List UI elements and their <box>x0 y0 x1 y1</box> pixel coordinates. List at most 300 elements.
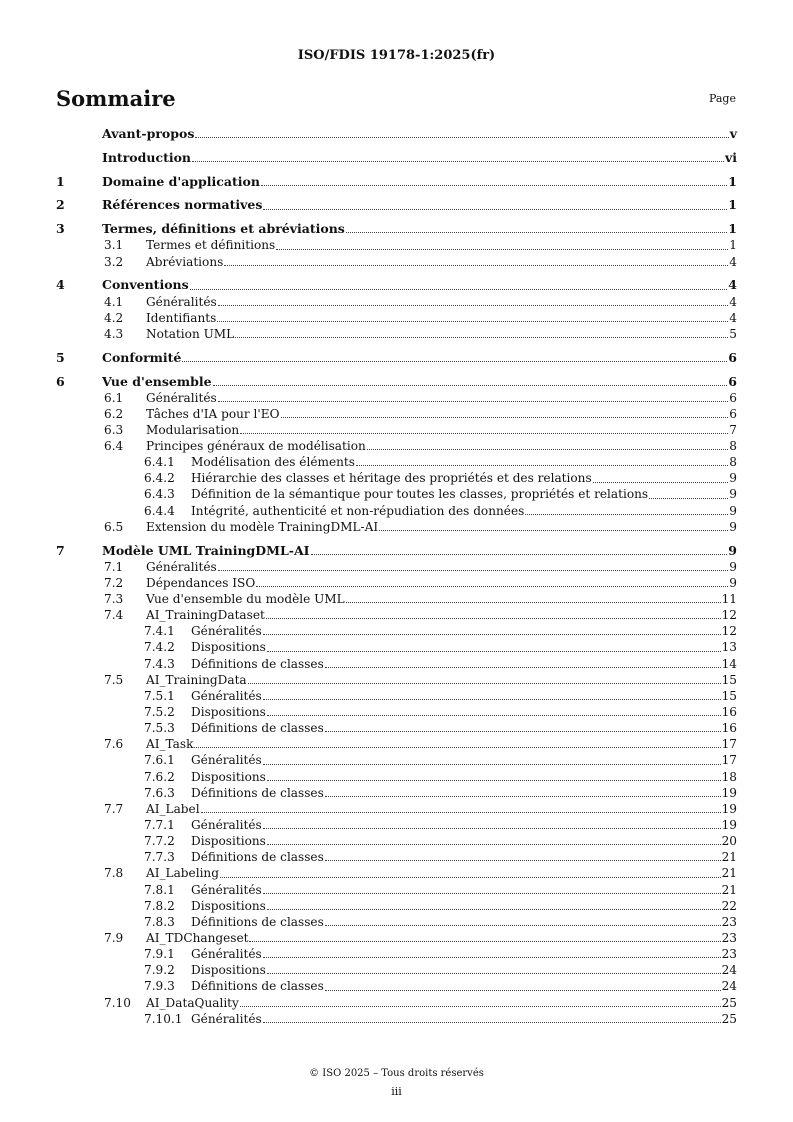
dot-leader <box>379 519 728 531</box>
toc-entry[interactable] <box>56 174 737 190</box>
toc-entry-line <box>191 833 737 849</box>
toc-entry-page: 4 <box>729 294 737 309</box>
toc-entry-line <box>146 607 737 623</box>
dot-leader <box>213 374 728 386</box>
toc-entry[interactable] <box>56 503 737 519</box>
toc-entry-number: 7.5.3 <box>144 721 175 736</box>
toc-entry-label: Définitions de classes <box>191 914 324 929</box>
toc-entry-page: 6 <box>729 390 737 405</box>
toc-entry-label: AI_DataQuality <box>146 995 239 1010</box>
toc-entry-number: 7.4.1 <box>144 624 175 639</box>
toc-entry-label: Termes et définitions <box>146 238 276 253</box>
toc-entry-line <box>191 454 737 470</box>
toc-entry-page: 19 <box>721 785 737 800</box>
toc-entry-number: 4 <box>56 277 65 293</box>
toc-entry-line <box>102 350 737 366</box>
toc-entry[interactable] <box>56 470 737 486</box>
page-column-label: Page <box>708 92 736 105</box>
toc-entry[interactable] <box>56 197 737 213</box>
toc-entry-number: 6.3 <box>104 422 124 437</box>
toc-entry-line <box>146 575 737 591</box>
toc-entry-page: 23 <box>721 947 737 962</box>
toc-entry-line <box>191 752 737 768</box>
toc-entry-label: Généralités <box>191 624 262 639</box>
toc-entry[interactable] <box>56 543 737 559</box>
toc-entry-number: 6.4.3 <box>144 487 175 502</box>
toc-entry-line <box>191 688 737 704</box>
toc-entry-page: 13 <box>721 640 737 655</box>
toc-entry[interactable] <box>56 801 737 817</box>
toc-entry-number: 5 <box>56 349 65 365</box>
toc-entry-line <box>191 817 737 833</box>
toc-entry-number: 6.4.2 <box>144 471 175 486</box>
toc-entry-page: 23 <box>721 930 737 945</box>
toc-entry[interactable] <box>56 688 737 704</box>
dot-leader <box>267 833 721 845</box>
toc-entry-page: 16 <box>721 705 737 719</box>
dot-leader <box>263 623 721 635</box>
toc-entry-line <box>146 519 737 535</box>
toc-entry-line <box>191 623 737 639</box>
toc-entry[interactable] <box>56 237 737 253</box>
toc-entry-label: Dispositions <box>191 705 266 719</box>
toc-entry[interactable] <box>56 962 737 978</box>
toc-entry[interactable] <box>56 639 737 655</box>
toc-entry-number: 7.10 <box>104 995 131 1010</box>
toc-entry-label: Vue d'ensemble du modèle UML <box>146 592 345 607</box>
toc-entry-label: Généralités <box>191 753 262 768</box>
toc-entry-page: 20 <box>721 834 737 849</box>
toc-entry-page: 24 <box>721 979 737 994</box>
toc-entry-number: 4.2 <box>104 310 124 325</box>
toc-entry-number: 6.4.4 <box>144 503 175 518</box>
toc-entry-line <box>102 126 737 142</box>
toc-entry-number: 7.6.3 <box>144 785 175 800</box>
toc-entry[interactable] <box>56 486 737 502</box>
dot-leader <box>325 914 721 926</box>
toc-entry[interactable] <box>56 769 737 785</box>
toc-entry-label: Modularisation <box>146 422 240 437</box>
toc-entry[interactable] <box>56 736 737 752</box>
toc-entry-number: 7.7.1 <box>144 817 175 832</box>
dot-leader <box>224 254 728 266</box>
toc-entry-number: 6.5 <box>104 519 124 534</box>
toc-entry-label: Définitions de classes <box>191 979 324 994</box>
toc-entry-page: 11 <box>721 592 737 607</box>
toc-entry-number: 2 <box>56 197 65 213</box>
dot-leader <box>256 575 728 587</box>
toc-entry-label: Généralités <box>191 817 262 832</box>
dot-leader <box>195 126 728 138</box>
toc-entry-label: Termes, définitions et abréviations <box>102 221 345 237</box>
dot-leader <box>249 930 720 942</box>
toc-entry[interactable] <box>56 454 737 470</box>
toc-entry-label: Définitions de classes <box>191 721 324 736</box>
toc-entry-number: 3.1 <box>104 238 124 253</box>
toc-entry-label: Tâches d'IA pour l'EO <box>146 406 280 421</box>
toc-entry-line <box>191 639 737 655</box>
toc-entry-line <box>191 882 737 898</box>
toc-entry[interactable] <box>56 623 737 639</box>
toc-entry-label: Modèle UML TrainingDML-AI <box>102 542 310 558</box>
toc-entry[interactable] <box>56 930 737 946</box>
toc-entry-number: 7.6 <box>104 737 124 752</box>
toc-entry-label: Hiérarchie des classes et héritage des propriétés et des relations <box>191 471 592 486</box>
toc-entry-page: 17 <box>721 737 737 752</box>
dot-leader <box>263 1011 721 1023</box>
toc-entry-number: 7.8 <box>104 866 124 881</box>
toc-entry-number: 7.6.2 <box>144 769 175 784</box>
toc-entry[interactable] <box>56 374 737 390</box>
toc-entry-label: Conventions <box>102 277 189 293</box>
toc-entry[interactable] <box>56 656 737 672</box>
page-title: Sommaire <box>56 86 176 111</box>
dot-leader <box>267 962 721 974</box>
toc-entry-line <box>146 422 737 438</box>
toc-entry-page: 6 <box>728 373 737 389</box>
table-of-contents <box>56 126 737 1027</box>
toc-entry-page: 8 <box>729 455 737 470</box>
document-header: ISO/FDIS 19178-1:2025(fr) <box>297 48 496 63</box>
dot-leader <box>281 406 729 418</box>
toc-entry-number: 7.10.1 <box>144 1011 183 1026</box>
toc-entry-page: 19 <box>721 817 737 832</box>
toc-entry-number: 7.2 <box>104 575 124 590</box>
toc-entry[interactable] <box>56 277 737 293</box>
toc-entry[interactable] <box>56 390 737 406</box>
dot-leader <box>218 390 729 402</box>
toc-entry-number: 7.9.3 <box>144 979 175 994</box>
toc-entry[interactable] <box>56 865 737 881</box>
toc-entry-number: 6.2 <box>104 406 124 421</box>
dot-leader <box>248 672 721 684</box>
toc-entry[interactable] <box>56 150 737 166</box>
toc-entry-label: Identifiants <box>146 310 217 325</box>
toc-entry-number: 7.7.3 <box>144 850 175 865</box>
toc-entry-page: 9 <box>729 575 737 590</box>
dot-leader <box>263 752 721 764</box>
toc-entry[interactable] <box>56 849 737 865</box>
toc-entry-line <box>191 978 737 994</box>
toc-entry-page: 25 <box>721 1011 737 1026</box>
toc-entry[interactable] <box>56 294 737 310</box>
toc-entry-number: 7.5 <box>104 672 124 687</box>
toc-entry-line <box>146 865 737 881</box>
toc-entry-number: 7.8.1 <box>144 882 175 897</box>
toc-entry-number: 7.3 <box>104 592 124 607</box>
toc-entry-number: 3.2 <box>104 254 124 269</box>
toc-entry-number: 6.1 <box>104 390 124 405</box>
toc-entry[interactable] <box>56 350 737 366</box>
dot-leader <box>218 559 729 571</box>
toc-entry-line <box>146 438 737 454</box>
toc-entry-page: 21 <box>721 882 737 897</box>
toc-entry-label: Domaine d'application <box>102 173 260 189</box>
toc-entry-label: Généralités <box>146 294 217 309</box>
toc-entry-label: Vue d'ensemble <box>102 373 212 389</box>
toc-entry[interactable] <box>56 406 737 422</box>
toc-entry-label: Modélisation des éléments <box>191 455 355 470</box>
toc-entry[interactable] <box>56 785 737 801</box>
dot-leader <box>267 769 721 781</box>
toc-entry-number: 3 <box>56 221 65 237</box>
toc-entry-line <box>102 197 737 213</box>
toc-entry-page: 6 <box>729 406 737 421</box>
dot-leader <box>182 350 727 362</box>
toc-entry-line <box>191 656 737 672</box>
toc-entry-line <box>146 930 737 946</box>
toc-entry-page: 21 <box>721 850 737 865</box>
toc-entry[interactable] <box>56 310 737 326</box>
toc-entry-page: 12 <box>721 624 737 639</box>
toc-entry-page: 5 <box>729 326 737 341</box>
dot-leader <box>525 503 728 515</box>
toc-entry-line <box>191 785 737 801</box>
toc-entry-label: Abréviations <box>146 254 224 269</box>
dot-leader <box>263 197 727 209</box>
toc-entry-label: Définitions de classes <box>191 785 324 800</box>
toc-entry-label: Extension du modèle TrainingDML-AI <box>146 519 379 534</box>
toc-entry-page: vi <box>724 149 737 165</box>
dot-leader <box>261 174 727 186</box>
toc-entry-page: 7 <box>729 422 737 437</box>
dot-leader <box>192 150 724 162</box>
toc-entry[interactable] <box>56 898 737 914</box>
dot-leader <box>346 591 721 603</box>
toc-entry-number: 7.5.2 <box>144 705 175 719</box>
toc-entry-page: 8 <box>729 439 737 454</box>
toc-entry-line <box>191 704 737 720</box>
toc-entry-page: 17 <box>721 753 737 768</box>
toc-entry-line <box>191 914 737 930</box>
dot-leader <box>263 817 721 829</box>
toc-entry-number: 7.9.2 <box>144 963 175 978</box>
dot-leader <box>240 422 728 434</box>
toc-entry-number: 1 <box>56 173 65 189</box>
toc-entry-label: Dispositions <box>191 640 266 655</box>
toc-entry-page: 9 <box>729 519 737 534</box>
toc-entry-label: AI_Labeling <box>146 866 219 881</box>
toc-entry-page: 9 <box>729 471 737 486</box>
toc-entry-page: v <box>729 126 737 141</box>
toc-entry-page: 1 <box>728 173 737 189</box>
toc-entry-page: 14 <box>721 656 737 671</box>
toc-entry[interactable] <box>56 422 737 438</box>
toc-entry-line <box>191 769 737 785</box>
page-number: iii <box>391 1085 402 1098</box>
toc-entry[interactable] <box>56 126 737 142</box>
toc-entry[interactable] <box>56 221 737 237</box>
toc-entry-label: Références normatives <box>102 197 263 213</box>
toc-entry-line <box>102 543 737 559</box>
dot-leader <box>263 946 721 958</box>
toc-entry[interactable] <box>56 833 737 849</box>
toc-entry-label: Conformité <box>102 349 182 365</box>
toc-entry-label: AI_Task <box>146 737 194 752</box>
toc-entry[interactable] <box>56 995 737 1011</box>
toc-entry-line <box>191 486 737 502</box>
dot-leader <box>240 995 721 1007</box>
toc-entry[interactable] <box>56 519 737 535</box>
toc-entry-number: 4.3 <box>104 326 124 341</box>
toc-entry-label: AI_TrainingDataset <box>146 608 265 623</box>
dot-leader <box>356 454 728 466</box>
dot-leader <box>367 438 729 450</box>
toc-entry[interactable] <box>56 752 737 768</box>
dot-leader <box>263 882 721 894</box>
toc-entry[interactable] <box>56 914 737 930</box>
dot-leader <box>217 310 728 322</box>
toc-entry[interactable] <box>56 978 737 994</box>
dot-leader <box>267 704 721 716</box>
toc-entry-line <box>102 174 737 190</box>
toc-entry-number: 6.4.1 <box>144 455 175 470</box>
toc-entry-label: Dispositions <box>191 769 266 784</box>
dot-leader <box>325 720 721 732</box>
toc-entry-label: Généralités <box>191 688 262 703</box>
toc-entry-number: 7.4.2 <box>144 640 175 655</box>
toc-entry-line <box>191 898 737 914</box>
toc-entry-number: 7.5.1 <box>144 688 175 703</box>
toc-entry-line <box>102 374 737 390</box>
toc-entry-label: Généralités <box>191 947 262 962</box>
toc-entry-page: 6 <box>728 349 737 365</box>
toc-entry-page: 9 <box>729 487 737 502</box>
toc-entry-line <box>191 849 737 865</box>
toc-entry[interactable] <box>56 704 737 720</box>
toc-entry-label: Généralités <box>146 390 217 405</box>
toc-entry-number: 7.8.3 <box>144 914 175 929</box>
dot-leader <box>194 736 720 748</box>
dot-leader <box>201 801 721 813</box>
toc-entry[interactable] <box>56 817 737 833</box>
toc-entry-label: Dispositions <box>191 898 266 913</box>
toc-entry-label: Généralités <box>191 1011 262 1026</box>
toc-entry-page: 4 <box>728 277 737 293</box>
dot-leader <box>190 277 728 289</box>
dot-leader <box>276 237 728 249</box>
toc-entry-line <box>146 801 737 817</box>
toc-entry-page: 1 <box>728 197 737 213</box>
dot-leader <box>220 865 721 877</box>
toc-entry[interactable] <box>56 882 737 898</box>
toc-entry-label: Dispositions <box>191 834 266 849</box>
toc-entry[interactable] <box>56 946 737 962</box>
toc-entry[interactable] <box>56 326 737 342</box>
dot-leader <box>266 607 721 619</box>
toc-entry-line <box>146 672 737 688</box>
toc-entry-number: 7.8.2 <box>144 898 175 913</box>
toc-entry-number: 4.1 <box>104 294 124 309</box>
toc-entry-line <box>146 559 737 575</box>
toc-entry-number: 7.4 <box>104 608 124 623</box>
toc-entry-page: 9 <box>728 542 737 558</box>
toc-entry-line <box>102 150 737 166</box>
dot-leader <box>235 326 728 338</box>
toc-entry-number: 7 <box>56 542 65 558</box>
toc-entry-line <box>191 720 737 736</box>
copyright-footer: © ISO 2025 – Tous droits réservés <box>309 1068 484 1079</box>
toc-entry-number: 7.1 <box>104 559 124 574</box>
toc-entry[interactable] <box>56 254 737 270</box>
dot-leader <box>267 639 721 651</box>
toc-entry[interactable] <box>56 438 737 454</box>
toc-entry-number: 7.9.1 <box>144 947 175 962</box>
toc-entry-label: Définition de la sémantique pour toutes les classes, propriétés et relations <box>191 487 649 502</box>
toc-entry-page: 24 <box>721 963 737 978</box>
toc-entry-line <box>102 221 737 237</box>
toc-entry[interactable] <box>56 720 737 736</box>
toc-entry-label: Dépendances ISO <box>146 575 256 590</box>
toc-entry-line <box>146 254 737 270</box>
toc-entry-page: 25 <box>721 995 737 1010</box>
toc-entry-line <box>146 310 737 326</box>
toc-entry-line <box>146 237 737 253</box>
toc-entry-page: 19 <box>721 801 737 816</box>
toc-entry-label: AI_TrainingData <box>146 672 247 687</box>
toc-entry-page: 1 <box>728 221 737 237</box>
toc-entry-page: 9 <box>729 559 737 574</box>
toc-entry-label: Définitions de classes <box>191 656 324 671</box>
toc-entry-line <box>191 1011 737 1027</box>
toc-entry-number: 7.9 <box>104 930 124 945</box>
dot-leader <box>325 656 721 668</box>
toc-entry[interactable] <box>56 591 737 607</box>
toc-entry-page: 16 <box>721 721 737 736</box>
toc-entry-label: Définitions de classes <box>191 850 324 865</box>
dot-leader <box>346 221 727 233</box>
toc-entry-number: 7.4.3 <box>144 656 175 671</box>
toc-entry-line <box>146 326 737 342</box>
toc-entry-label: Généralités <box>191 882 262 897</box>
toc-entry-line <box>191 946 737 962</box>
toc-entry[interactable] <box>56 1011 737 1027</box>
toc-entry-page: 4 <box>729 254 737 269</box>
toc-entry-number: 6 <box>56 373 65 389</box>
toc-entry-label: AI_TDChangeset <box>146 930 249 945</box>
toc-entry-label: Dispositions <box>191 963 266 978</box>
dot-leader <box>325 849 721 861</box>
toc-entry-number: 7.7 <box>104 801 124 816</box>
toc-entry[interactable] <box>56 672 737 688</box>
toc-entry-page: 1 <box>729 238 737 253</box>
toc-entry[interactable] <box>56 575 737 591</box>
toc-entry-line <box>191 962 737 978</box>
toc-entry-line <box>191 503 737 519</box>
toc-entry-page: 12 <box>721 608 737 623</box>
dot-leader <box>311 543 728 555</box>
toc-entry-line <box>146 995 737 1011</box>
toc-entry-label: Introduction <box>102 149 192 165</box>
dot-leader <box>263 688 721 700</box>
toc-entry-page: 15 <box>721 688 737 703</box>
dot-leader <box>649 486 728 498</box>
toc-entry-page: 15 <box>721 672 737 687</box>
toc-entry-line <box>146 294 737 310</box>
toc-entry-label: Intégrité, authenticité et non-répudiation des données <box>191 503 525 518</box>
toc-entry-label: Principes généraux de modélisation <box>146 439 366 454</box>
toc-entry-page: 21 <box>721 866 737 881</box>
dot-leader <box>325 978 721 990</box>
toc-entry-label: Généralités <box>146 559 217 574</box>
toc-entry[interactable] <box>56 559 737 575</box>
toc-entry-number: 6.4 <box>104 439 124 454</box>
toc-entry-line <box>146 390 737 406</box>
dot-leader <box>593 470 729 482</box>
toc-entry-label: Notation UML <box>146 326 235 341</box>
toc-entry[interactable] <box>56 607 737 623</box>
toc-entry-line <box>191 470 737 486</box>
